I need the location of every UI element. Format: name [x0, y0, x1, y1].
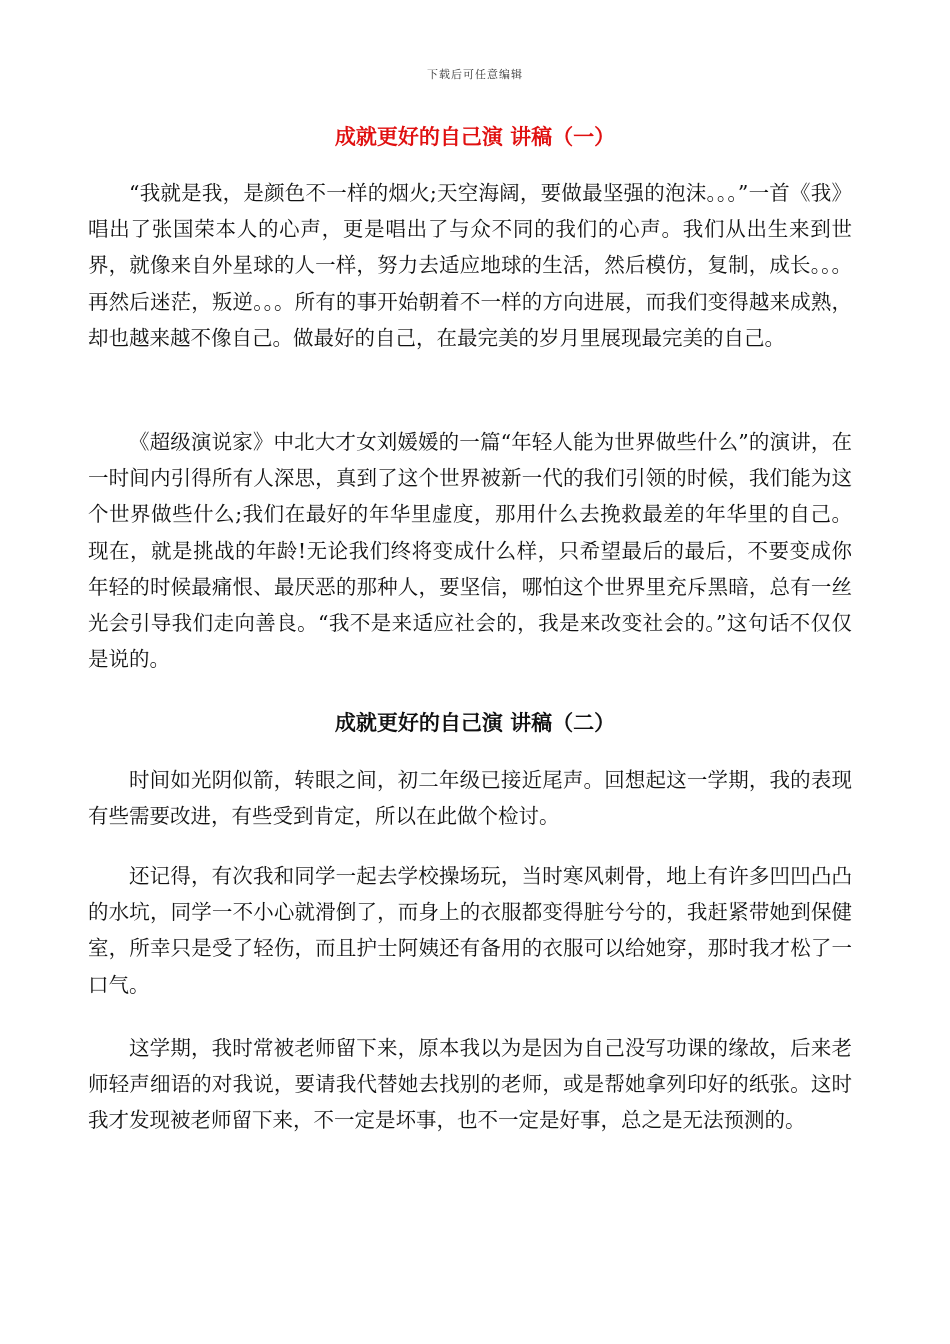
section-2-paragraph-3: 这学期，我时常被老师留下来，原本我以为是因为自己没写功课的缘故，后来老师轻声细语的对我说，要请我代替她去找别的老师，或是帮她拿列印好的纸张。这时我才发现被老师留下来，不一定是坏事，也不一定是好事，总之是无法预测的。	[88, 1036, 852, 1133]
section-2-title: 成就更好的自己演 讲稿（二）	[334, 711, 616, 735]
section-2-paragraph-2: 还记得，有次我和同学一起去学校操场玩，当时寒风刺骨，地上有许多凹凹凸凸的水坑，同学一不小心就滑倒了，而身上的衣服都变得脏兮兮的，我赶紧带她到保健室，所幸只是受了轻伤，而且护士阿姨还有备用的衣服可以给她穿，那时我才松了一口气。	[88, 864, 852, 997]
section-1-title: 成就更好的自己演 讲稿（一）	[334, 125, 616, 149]
section-1-paragraph-2: 《超级演说家》中北大才女刘媛媛的一篇“年轻人能为世界做些什么”的演讲，在一时间内引得所有人深思，真到了这个世界被新一代的我们引领的时候，我们能为这个世界做些什么;我们在最好的年华里虚度，那用什么去挽救最差的年华里的自己。现在，就是挑战的年龄!无论我们终将变成什么样，只希望最后的最后，不要变成你年轻的时候最痛恨、最厌恶的那种人，要坚信，哪怕这个世界里充斥黑暗，总有一丝光会引导我们走向善良。“我不是来适应社会的，我是来改变社会的。”这句话不仅仅是说的。	[88, 430, 852, 672]
header-note: 下载后可任意编辑	[427, 68, 523, 81]
section-1-paragraph-1: “我就是我，是颜色不一样的烟火;天空海阔，要做最坚强的泡沫。。。”一首《我》唱出了张国荣本人的心声，更是唱出了与众不同的我们的心声。我们从出生来到世界，就像来自外星球的人一样，努力去适应地球的生活，然后模仿，复制，成长。。。再然后迷茫，叛逆。。。所有的事开始朝着不一样的方向进展，而我们变得越来成熟，却也越来越不像自己。做最好的自己，在最完美的岁月里展现最完美的自己。	[88, 181, 852, 350]
section-2-paragraph-1: 时间如光阴似箭，转眼之间，初二年级已接近尾声。回想起这一学期，我的表现有些需要改进，有些受到肯定，所以在此做个检讨。	[88, 768, 852, 829]
